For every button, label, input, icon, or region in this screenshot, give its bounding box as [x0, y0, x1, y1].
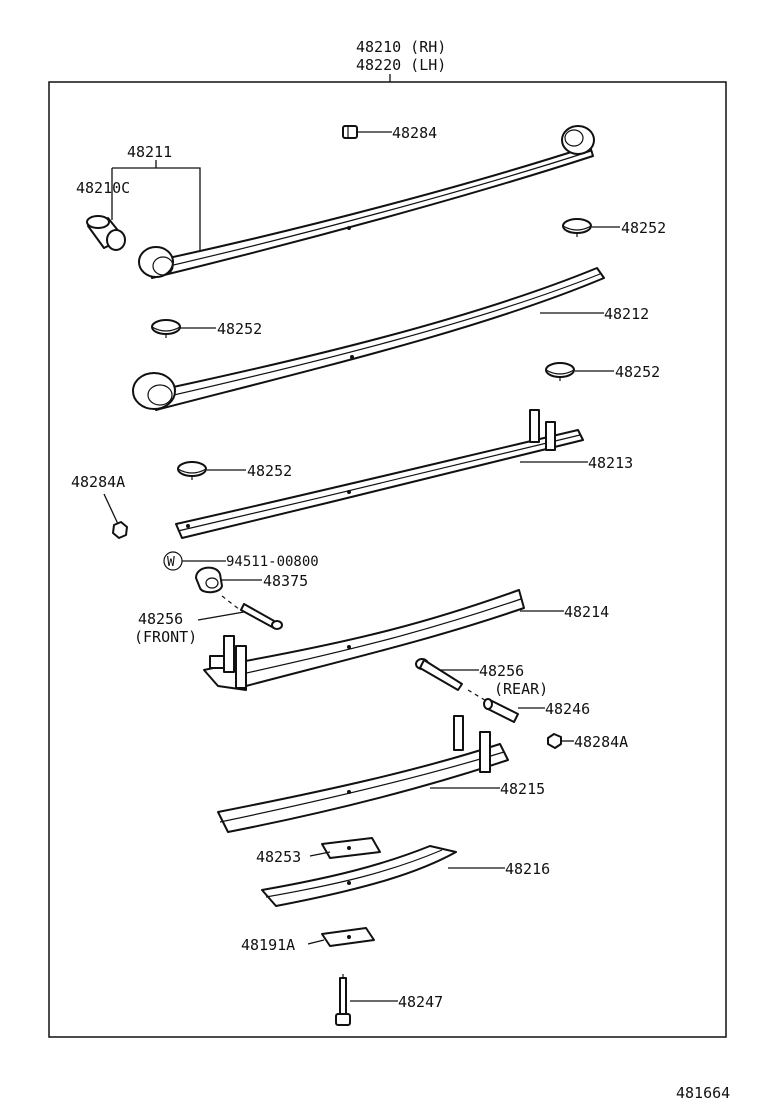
- assembly-label-lh: 48220 (LH): [356, 56, 447, 74]
- label-48213: 48213: [588, 454, 634, 472]
- clip-48252-a: [563, 219, 591, 237]
- leaf-48213: [176, 410, 583, 538]
- drawing-number: 481664: [676, 1084, 731, 1102]
- label-48256-front: 48256: [138, 610, 184, 628]
- leader-48256-front: [198, 612, 244, 620]
- clip-48252-b: [152, 320, 180, 338]
- clip-48252-c: [546, 363, 574, 381]
- label-48253: 48253: [256, 848, 302, 866]
- label-48215: 48215: [500, 780, 546, 798]
- label-rear-note: (REAR): [494, 680, 549, 698]
- label-48247: 48247: [398, 993, 444, 1011]
- label-48252-d: 48252: [247, 462, 293, 480]
- label-48375: 48375: [263, 572, 309, 590]
- leader-48284A-left: [104, 494, 118, 524]
- bolt-48256-front: [241, 604, 282, 629]
- leaf-48212: [133, 268, 604, 410]
- bolt-48247: [336, 974, 350, 1025]
- label-48252-c: 48252: [615, 363, 661, 381]
- clip-48252-d: [178, 462, 206, 480]
- bolt-48256-rear: [416, 659, 462, 690]
- label-48246: 48246: [545, 700, 591, 718]
- pin-48246: [484, 699, 518, 722]
- label-48214: 48214: [564, 603, 610, 621]
- label-48284A-right: 48284A: [574, 733, 629, 751]
- label-48256-rear: 48256: [479, 662, 525, 680]
- bumper-48375: [196, 568, 222, 593]
- label-94511-00800: 94511-00800: [226, 554, 319, 570]
- label-front-note: (FRONT): [134, 628, 198, 646]
- label-48252-b: 48252: [217, 320, 263, 338]
- label-48284: 48284: [392, 124, 438, 142]
- washer-symbol: [164, 552, 182, 570]
- bushing-48210C: [87, 216, 125, 250]
- label-48216: 48216: [505, 860, 551, 878]
- label-48252-a: 48252: [621, 219, 667, 237]
- nut-48284: [343, 126, 357, 138]
- leaf-48214: [204, 590, 524, 690]
- nut-48284A-right: [548, 734, 561, 748]
- label-48211: 48211: [127, 143, 173, 161]
- nut-48284A-left: [113, 522, 127, 538]
- pad-48191A: [322, 928, 374, 946]
- label-48284A-left: 48284A: [71, 473, 126, 491]
- main-leaf-48211: [139, 126, 594, 278]
- label-48210C: 48210C: [76, 179, 131, 197]
- pad-48253: [322, 838, 380, 858]
- washer-symbol-letter: W: [167, 555, 175, 570]
- bolt-48256-front-axis: [222, 596, 240, 610]
- assembly-label-rh: 48210 (RH): [356, 38, 447, 56]
- label-48191A: 48191A: [241, 936, 296, 954]
- label-48212: 48212: [604, 305, 650, 323]
- leaf-48215: [218, 716, 508, 832]
- leader-48191A: [308, 940, 324, 944]
